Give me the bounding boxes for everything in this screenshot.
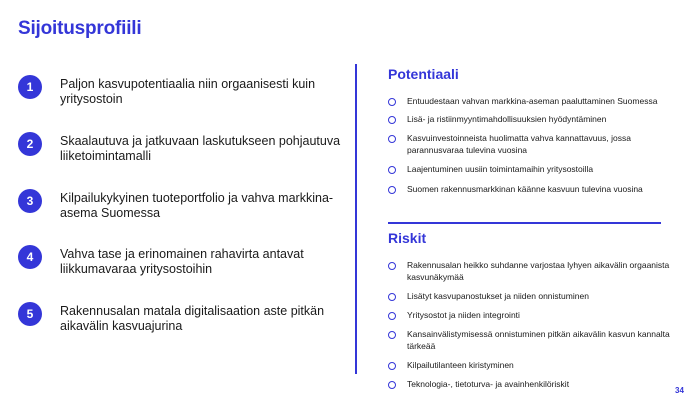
key-point-text: Vahva tase ja erinomainen rahavirta antavat liikkumavaraa yritysostoihin	[60, 247, 304, 276]
circle-bullet-icon	[388, 116, 396, 124]
list-item: Kasvuinvestoinneista huolimatta vahva kannattavuus, jossa parannusvaraa tulevina vuosina	[388, 132, 673, 156]
key-point-text: Paljon kasvupotentiaalia niin orgaanisesti kuin yritysostoin	[60, 77, 316, 106]
number-badge: 4	[18, 245, 42, 269]
number-badge: 3	[18, 189, 42, 213]
circle-bullet-icon	[388, 166, 396, 174]
number-badge: 1	[18, 75, 42, 99]
potential-heading: Potentiaali	[388, 66, 459, 82]
number-badge: 2	[18, 132, 42, 156]
circle-bullet-icon	[388, 186, 396, 194]
list-item: Rakennusalan heikko suhdanne varjostaa lyhyen aikavälin orgaanista kasvunäkymää	[388, 259, 673, 283]
list-item: Suomen rakennusmarkkinan käänne kasvuun tulevina vuosina	[388, 183, 673, 195]
key-point-5	[18, 304, 350, 334]
list-item: Entuudestaan vahvan markkina-aseman paaluttaminen Suomessa	[388, 95, 673, 107]
page-title: Sijoitusprofiili	[18, 18, 142, 39]
circle-bullet-icon	[388, 381, 396, 389]
circle-bullet-icon	[388, 135, 396, 143]
circle-bullet-icon	[388, 362, 396, 370]
key-point-4	[18, 247, 350, 277]
list-item: Laajentuminen uusiin toimintamaihin yritysostoilla	[388, 163, 673, 175]
circle-bullet-icon	[388, 262, 396, 270]
circle-bullet-icon	[388, 331, 396, 339]
list-item: Teknologia-, tietoturva- ja avainhenkilöriskit	[388, 378, 673, 390]
page-number: 34	[675, 386, 684, 395]
key-point-1	[18, 77, 350, 107]
circle-bullet-icon	[388, 312, 396, 320]
number-badge: 5	[18, 302, 42, 326]
list-item: Lisä- ja ristiinmyyntimahdollisuuksien hyödyntäminen	[388, 113, 673, 125]
risks-heading: Riskit	[388, 230, 427, 246]
list-item: Kilpailutilanteen kiristyminen	[388, 359, 673, 371]
list-item: Lisätyt kasvupanostukset ja niiden onnistuminen	[388, 290, 673, 302]
key-point-text: Kilpailukykyinen tuoteportfolio ja vahva markkina-asema Suomessa	[60, 191, 334, 220]
list-item: Kansainvälistymisessä onnistuminen pitkän aikavälin kasvun kannalta tärkeää	[388, 328, 673, 352]
key-point-3	[18, 191, 350, 221]
horizontal-divider	[388, 222, 661, 224]
circle-bullet-icon	[388, 293, 396, 301]
key-point-text: Skaalautuva ja jatkuvaan laskutukseen pohjautuva liiketoimintamalli	[60, 134, 341, 163]
list-item: Yritysostot ja niiden integrointi	[388, 309, 673, 321]
vertical-divider	[355, 64, 357, 374]
key-point-2	[18, 134, 350, 164]
circle-bullet-icon	[388, 98, 396, 106]
key-point-text: Rakennusalan matala digitalisaation aste pitkän aikavälin kasvuajurina	[60, 304, 325, 333]
